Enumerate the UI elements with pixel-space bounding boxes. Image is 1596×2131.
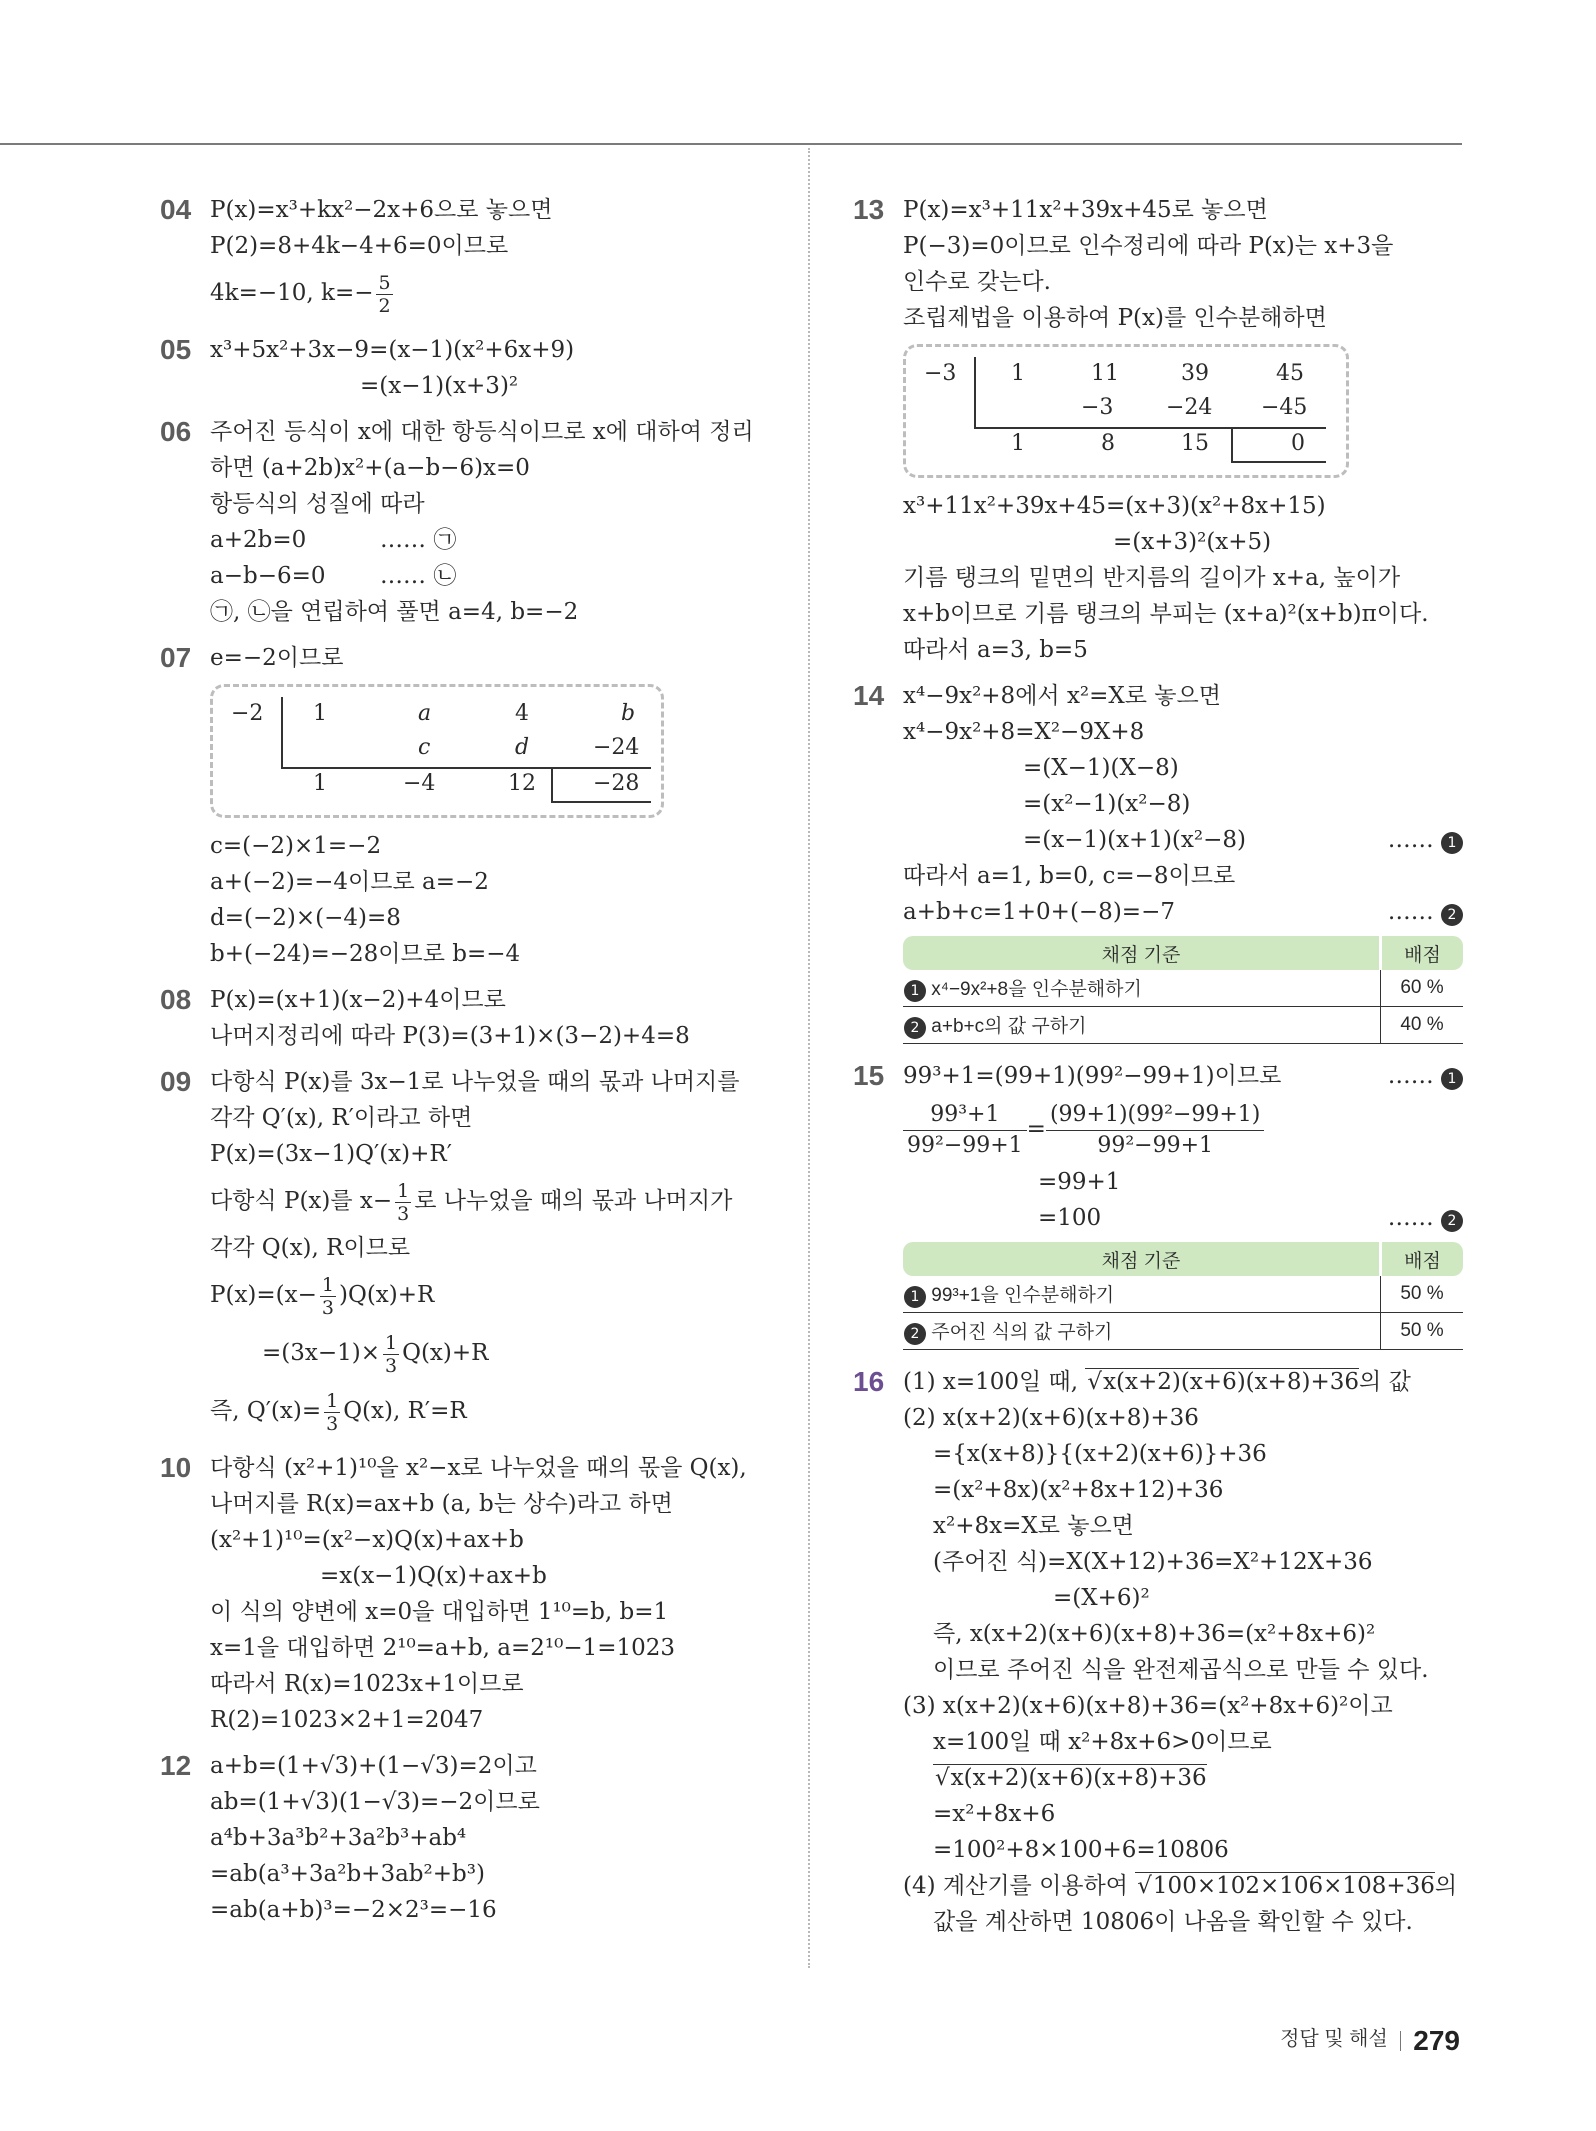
step-badge-2: 2 (1441, 1210, 1463, 1232)
line: x+b이므로 기름 탱크의 부피는 (x+a)²(x+b)π이다. (903, 601, 1429, 627)
line: 나머지정리에 따라 P(3)=(3+1)×(3−2)+4=8 (210, 1023, 690, 1049)
problem-05 (160, 332, 780, 404)
line: =x²+8x+6 (933, 1801, 1056, 1827)
line: 99³+1=(99+1)(99²−99+1)이므로 …… 1 (903, 1058, 1463, 1094)
line: =(x²+8x)(x²+8x+12)+36 (933, 1477, 1224, 1503)
line: R(2)=1023×2+1=2047 (210, 1707, 484, 1733)
line: ={x(x+8)}{(x+2)(x+6)}+36 (933, 1441, 1267, 1467)
fraction: $\frac{1}{3}$ (321, 1273, 334, 1319)
line: d=(−2)×(−4)=8 (210, 905, 401, 931)
line: 다항식 P(x)를 x− $\frac{1}{3}$ 로 나누었을 때의 몫과 나머지가 (210, 1179, 733, 1225)
page-footer (1280, 2022, 1460, 2057)
line: (주어진 식)=X(X+12)+36=X²+12X+36 (933, 1549, 1373, 1575)
line: =100 …… 2 (903, 1200, 1463, 1236)
points-header: 배점 (1381, 1242, 1464, 1276)
line: 나머지를 R(x)=ax+b (a, b는 상수)라고 하면 (210, 1491, 673, 1517)
line: =ab(a+b)³=−2×2³=−16 (210, 1897, 497, 1923)
line: P(x)=(3x−1)Q′(x)+R′ (210, 1141, 452, 1167)
line: a+b=(1+√3)+(1−√3)=2이고 (210, 1753, 537, 1779)
line: a+2b=0 …… ㉠ (210, 527, 457, 553)
points-header: 배점 (1381, 936, 1464, 970)
line: 다항식 (x²+1)¹⁰을 x²−x로 나누었을 때의 몫을 Q(x), (210, 1455, 747, 1481)
line: 조립제법을 이용하여 P(x)를 인수분해하면 (903, 305, 1327, 331)
line: a−b−6=0 …… ㉡ (210, 563, 457, 589)
line: 각각 Q′(x), R′이라고 하면 (210, 1105, 473, 1131)
line: =(x²−1)(x²−8) (1023, 791, 1191, 817)
problem-number: 13 (853, 194, 885, 225)
step-badge-2: 2 (1441, 904, 1463, 926)
line: (3) x(x+2)(x+6)(x+8)+36=(x²+8x+6)²이고 (903, 1693, 1393, 1719)
fraction: $\frac{1}{3}$ (385, 1331, 398, 1377)
line: 이므로 주어진 식을 완전제곱식으로 만들 수 있다. (933, 1657, 1429, 1683)
line: ㉠, ㉡을 연립하여 풀면 a=4, b=−2 (210, 599, 579, 625)
problem-number: 09 (160, 1066, 192, 1097)
line: =99+1 (1038, 1169, 1121, 1195)
line: a⁴b+3a³b²+3a²b³+ab⁴ (210, 1825, 467, 1851)
problem-number: 14 (853, 680, 885, 711)
marker-2: ㉡ (433, 563, 457, 589)
fraction: $\frac{5}{2}$ (378, 271, 391, 317)
line: P(x)=x³+11x²+39x+45로 놓으면 (903, 197, 1268, 223)
line: =(x−1)(x+3)² (360, 373, 519, 399)
line: 각각 Q(x), R이므로 (210, 1235, 411, 1261)
footer-divider (1400, 2031, 1402, 2051)
line: 기름 탱크의 밑면의 반지름의 길이가 x+a, 높이가 (903, 565, 1401, 591)
step-badge-1: 1 (1441, 832, 1463, 854)
line: (2) x(x+2)(x+6)(x+8)+36 (903, 1405, 1199, 1431)
problem-15 (853, 1058, 1463, 1350)
sqrt-expression: √ x(x+2)(x+6)(x+8)+36 (1085, 1368, 1359, 1395)
sqrt-expression: √ x(x+2)(x+6)(x+8)+36 (933, 1764, 1207, 1791)
line: P(2)=8+4k−4+6=0이므로 (210, 233, 509, 259)
line (903, 1760, 1463, 1796)
fraction: $\frac{1}{3}$ (326, 1389, 339, 1435)
line: (4) 계산기를 이용하여 √ 100×102×106×108+36의 (903, 1868, 1463, 1904)
problem-number: 04 (160, 194, 192, 225)
synthetic-division-box: −2 1 a 4 b c d −24 1 −4 12 −28 (210, 684, 664, 818)
problem-number: 07 (160, 642, 192, 673)
problem-number: 10 (160, 1452, 192, 1483)
line: P(x)=x³+kx²−2x+6으로 놓으면 (210, 197, 553, 223)
problem-09 (160, 1064, 780, 1440)
line: (x²+1)¹⁰=(x²−x)Q(x)+ax+b (210, 1527, 524, 1553)
column-divider (808, 148, 810, 1968)
problem-number: 08 (160, 984, 192, 1015)
line: (1) x=100일 때, √ x(x+2)(x+6)(x+8)+36의 값 (903, 1364, 1463, 1400)
line: 항등식의 성질에 따라 (210, 491, 425, 517)
table-row: 1 99³+1을 인수분해하기 50 % (903, 1276, 1463, 1313)
line: x⁴−9x²+8에서 x²=X로 놓으면 (903, 683, 1221, 709)
line: 인수로 갖는다. (903, 269, 1051, 295)
line: P(x)=(x− $\frac{1}{3}$ )Q(x)+R (210, 1273, 435, 1319)
table-row: 2 주어진 식의 값 구하기 50 % (903, 1313, 1463, 1350)
line: x³+5x²+3x−9=(x−1)(x²+6x+9) (210, 337, 575, 363)
line: a+b+c=1+0+(−8)=−7 …… 2 (903, 894, 1463, 930)
line: =(x−1)(x+1)(x²−8) …… 1 (903, 822, 1463, 858)
line: e=−2이므로 (210, 645, 344, 671)
line: 4k=−10, k=− $\frac{5}{2}$ (210, 271, 391, 317)
problem-06 (160, 414, 780, 630)
right-column (853, 192, 1463, 1950)
line: ab=(1+√3)(1−√3)=−2이므로 (210, 1789, 540, 1815)
table-row: 2 a+b+c의 값 구하기 40 % (903, 1007, 1463, 1044)
problem-number: 16 (853, 1366, 885, 1397)
line: 즉, x(x+2)(x+6)(x+8)+36=(x²+8x+6)² (933, 1621, 1376, 1647)
scoring-table (903, 936, 1463, 1044)
problem-04 (160, 192, 780, 322)
line: =(3x−1)× $\frac{1}{3}$ Q(x)+R (262, 1331, 489, 1377)
line: P(−3)=0이므로 인수정리에 따라 P(x)는 x+3을 (903, 233, 1394, 259)
line: P(x)=(x+1)(x−2)+4이므로 (210, 987, 506, 1013)
problem-14 (853, 678, 1463, 1044)
line: 다항식 P(x)를 3x−1로 나누었을 때의 몫과 나머지를 (210, 1069, 740, 1095)
line: b+(−24)=−28이므로 b=−4 (210, 941, 521, 967)
line: 따라서 a=1, b=0, c=−8이므로 (903, 863, 1236, 889)
line: =(X−1)(X−8) (1023, 755, 1179, 781)
footer-label: 정답 및 해설 (1280, 2028, 1388, 2050)
line: 값을 계산하면 10806이 나옴을 확인할 수 있다. (933, 1909, 1413, 1935)
line: 따라서 R(x)=1023x+1이므로 (210, 1671, 524, 1697)
line: x³+11x²+39x+45=(x+3)(x²+8x+15) (903, 493, 1326, 519)
problem-08 (160, 982, 780, 1054)
problem-12 (160, 1748, 780, 1928)
line: 하면 (a+2b)x²+(a−b−6)x=0 (210, 455, 530, 481)
problem-16 (853, 1364, 1463, 1940)
line: 즉, Q′(x)= $\frac{1}{3}$ Q(x), R′=R (210, 1389, 467, 1435)
problem-number: 15 (853, 1060, 885, 1091)
problem-number: 12 (160, 1750, 192, 1781)
line: =100²+8×100+6=10806 (933, 1837, 1229, 1863)
line: =(X+6)² (1053, 1585, 1150, 1611)
line: 주어진 등식이 x에 대한 항등식이므로 x에 대하여 정리 (210, 419, 754, 445)
line: =(x+3)²(x+5) (1113, 529, 1272, 555)
line: =x(x−1)Q(x)+ax+b (320, 1563, 547, 1589)
line: x=100일 때 x²+8x+6>0이므로 (933, 1729, 1272, 1755)
line: 이 식의 양변에 x=0을 대입하면 1¹⁰=b, b=1 (210, 1599, 669, 1625)
scoring-header: 채점 기준 (903, 936, 1381, 970)
line: x=1을 대입하면 2¹⁰=a+b, a=2¹⁰−1=1023 (210, 1635, 676, 1661)
table-row: 1 x⁴−9x²+8을 인수분해하기 60 % (903, 970, 1463, 1007)
fraction: $\frac{1}{3}$ (397, 1179, 410, 1225)
scoring-header: 채점 기준 (903, 1242, 1381, 1276)
line: x⁴−9x²+8=X²−9X+8 (903, 719, 1145, 745)
line: a+(−2)=−4이므로 a=−2 (210, 869, 489, 895)
scoring-table (903, 1242, 1463, 1350)
marker-1: ㉠ (433, 527, 457, 553)
line: c=(−2)×1=−2 (210, 833, 382, 859)
page-number: 279 (1413, 2024, 1460, 2056)
line: 따라서 a=3, b=5 (903, 637, 1088, 663)
left-column (160, 192, 780, 1938)
problem-number: 06 (160, 416, 192, 447)
sqrt-expression: √ 100×102×106×108+36 (1135, 1872, 1435, 1899)
fraction: $\frac{\text{99³+1}}{\text{99²−99+1}}$ (903, 1100, 1027, 1161)
line: $\frac{\text{99³+1}}{\text{99²−99+1}}$ = $\frac{\text{(99+1)(99²−99+1)}}{\text{99²−99+1}}$ (903, 1094, 1463, 1164)
problem-10 (160, 1450, 780, 1738)
problem-07 (160, 640, 780, 972)
top-rule (0, 143, 1462, 145)
problem-13 (853, 192, 1463, 668)
problem-number: 05 (160, 334, 192, 365)
step-badge-1: 1 (1441, 1068, 1463, 1090)
fraction: $\frac{\text{(99+1)(99²−99+1)}}{\text{99²−99+1}}$ (1046, 1100, 1264, 1161)
synthetic-division-box: −3 1 11 39 45 −3 −24 −45 1 8 15 0 (903, 344, 1349, 478)
line: =ab(a³+3a²b+3ab²+b³) (210, 1861, 485, 1887)
line: x²+8x=X로 놓으면 (933, 1513, 1134, 1539)
